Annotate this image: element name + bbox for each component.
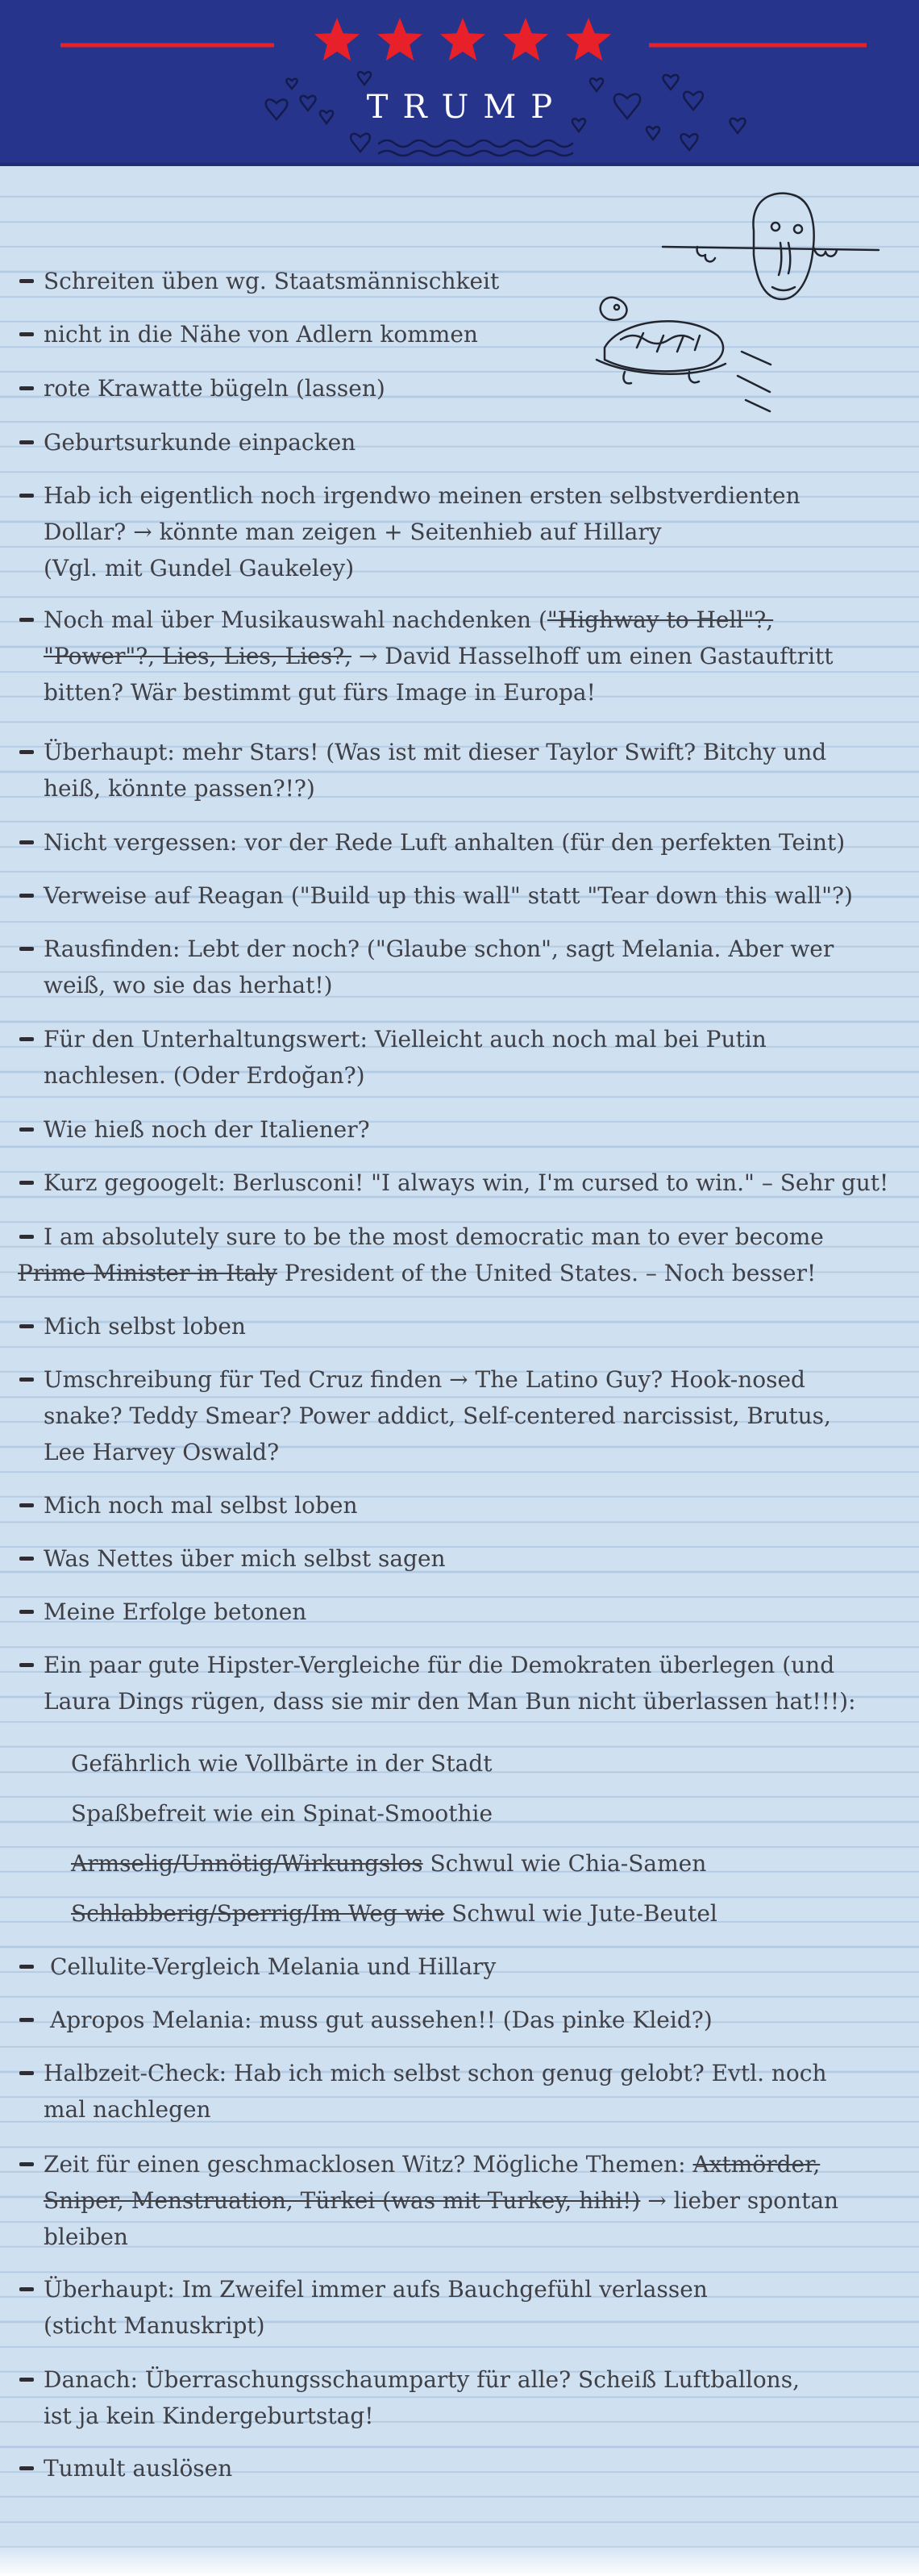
list-item: I am absolutely sure to be the most democratic man to ever become Prime Minister in Italy President of the United States. – Noch besser! [18, 1223, 824, 1286]
list-item: Kurz gegoogelt: Berlusconi! "I always win, I'm cursed to win." – Sehr gut! [19, 1165, 890, 1201]
list-item: Was Nettes über mich selbst sagen [19, 1540, 890, 1577]
list-item: Überhaupt: mehr Stars! (Was ist mit dieser Taylor Swift? Bitchy und heiß, könnte passen?!?) [19, 734, 890, 807]
stars-row [314, 18, 611, 60]
dash-icon [19, 1235, 34, 1239]
lined-paper [0, 166, 919, 2576]
list-item: Halbzeit-Check: Hab ich mich selbst schon genug gelobt? Evtl. noch mal nachlegen [19, 2055, 890, 2128]
dash-icon [19, 618, 34, 622]
dash-icon [19, 279, 34, 283]
list-item: Verweise auf Reagan ("Build up this wall" statt "Tear down this wall"?) [19, 877, 890, 914]
dash-icon [19, 494, 34, 498]
dash-icon [19, 2162, 34, 2166]
star-icon [314, 18, 360, 60]
header-banner [0, 0, 919, 168]
heart-icon [647, 127, 659, 140]
page-title: TRUMP [366, 89, 568, 126]
list-item: Geburtsurkunde einpacken [19, 424, 890, 461]
struck-text: Schlabberig/Sperrig/Im Weg wie [71, 1900, 445, 1927]
list-item: Mich selbst loben [19, 1308, 890, 1344]
list-item: Schreiten üben wg. Staatsmännischkeit [19, 263, 890, 299]
sub-list-item: Gefährlich wie Vollbärte in der Stadt [71, 1750, 493, 1777]
list-item: nicht in die Nähe von Adlern kommen [19, 316, 890, 352]
dash-icon [19, 2378, 34, 2382]
list-item: Rausfinden: Lebt der noch? ("Glaube schon", sagt Melania. Aber wer weiß, wo sie das herhat!) [19, 931, 890, 1003]
star-icon [566, 18, 611, 60]
sub-list-item: Spaßbefreit wie ein Spinat-Smoothie [71, 1800, 493, 1827]
dash-icon [19, 2018, 34, 2022]
list-item: Ein paar gute Hipster-Vergleiche für die Demokraten überlegen (und Laura Dings rügen, dass sie mir den Man Bun nicht überlassen hat!!!): [19, 1647, 890, 1719]
dash-icon [19, 1965, 34, 1969]
heart-icon [351, 134, 370, 152]
list-item: Cellulite-Vergleich Melania und Hillary [19, 1949, 890, 1985]
list-item: Überhaupt: Im Zweifel immer aufs Bauchgefühl verlassen (sticht Manuskript) [19, 2271, 890, 2344]
squiggle [379, 140, 572, 147]
dash-icon [19, 1181, 34, 1185]
list-item: Wie hieß noch der Italiener? [19, 1111, 890, 1148]
list-item: rote Krawatte bügeln (lassen) [19, 370, 890, 406]
dash-icon [19, 2466, 34, 2470]
header-decoration [0, 0, 919, 168]
dash-icon [19, 440, 34, 444]
list-item: Für den Unterhaltungswert: Vielleicht auch noch mal bei Putin nachlesen. (Oder Erdoğan?) [19, 1021, 890, 1094]
struck-text: Prime Minister in Italy [18, 1260, 277, 1286]
dash-icon [19, 386, 34, 390]
list-item: Danach: Überraschungsschaumparty für alle? Scheiß Luftballons, ist ja kein Kindergeburtstag! [19, 2361, 890, 2434]
list-item: Hab ich eigentlich noch irgendwo meinen ersten selbstverdienten Dollar? → könnte man zeigen + Seitenhieb auf Hillary (Vgl. mit Gundel Gaukeley) [19, 477, 890, 586]
list-item: Tumult auslösen [19, 2450, 890, 2486]
dash-icon [19, 840, 34, 844]
list-item: Zeit für einen geschmacklosen Witz? Mögliche Themen: Axtmörder, Sniper, Menstruation, Türkei (was mit Turkey, hihi!) → lieber spontan bleiben [19, 2146, 890, 2255]
struck-text: Axtmörder, Sniper, Menstruation, Türkei (was mit Turkey, hihi!) [44, 2151, 821, 2214]
dash-icon [19, 1324, 34, 1328]
dash-icon [19, 332, 34, 336]
dash-icon [19, 1610, 34, 1614]
dash-icon [19, 947, 34, 951]
dash-icon [19, 1037, 34, 1041]
list-item: Mich noch mal selbst loben [19, 1487, 890, 1524]
heart-icon [681, 134, 698, 150]
star-icon [503, 18, 548, 60]
dash-icon [19, 1557, 34, 1561]
struck-text: Armselig/Unnötig/Wirkungslos [71, 1850, 423, 1877]
list-item: Apropos Melania: muss gut aussehen!! (Das pinke Kleid?) [19, 2002, 890, 2038]
list-item: Noch mal über Musikauswahl nachdenken ("Highway to Hell"?, "Power"?, Lies, Lies, Lies?, → David Hasselhoff um einen Gastauftritt bitten? Wär bestimmt gut fürs Image in Europa! [19, 602, 890, 711]
dash-icon [19, 1378, 34, 1382]
sub-list-item: Schlabberig/Sperrig/Im Weg wie Schwul wie Jute-Beutel [71, 1900, 717, 1927]
star-icon [440, 18, 485, 60]
dash-icon [19, 2071, 34, 2075]
dash-icon [19, 2287, 34, 2291]
dash-icon [19, 894, 34, 898]
squiggle [379, 151, 572, 156]
dash-icon [19, 1128, 34, 1132]
list-item: Meine Erfolge betonen [19, 1594, 890, 1630]
sub-list-item: Armselig/Unnötig/Wirkungslos Schwul wie Chia-Samen [71, 1850, 707, 1877]
dash-icon [19, 750, 34, 754]
struck-text: "Highway to Hell"?, "Power"?, Lies, Lies, Lies?, [44, 606, 774, 669]
star-icon [377, 18, 422, 60]
list-item: Umschreibung für Ted Cruz finden → The Latino Guy? Hook-nosed snake? Teddy Smear? Power addict, Self-centered narcissist, Brutus, Lee Harvey Oswald? [19, 1361, 890, 1470]
dash-icon [19, 1663, 34, 1667]
heart-icon [358, 72, 371, 85]
list-item: Nicht vergessen: vor der Rede Luft anhalten (für den perfekten Teint) [19, 824, 890, 861]
dash-icon [19, 1503, 34, 1507]
